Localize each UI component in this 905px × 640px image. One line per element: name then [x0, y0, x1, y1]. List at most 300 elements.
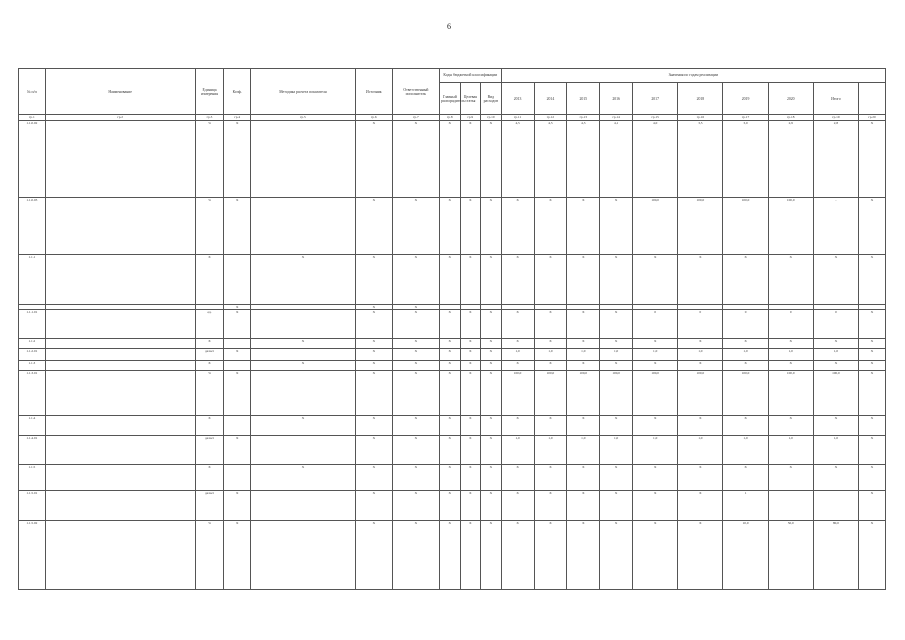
kbk-cell: Х — [440, 310, 461, 338]
responsible-cell: Х — [392, 370, 439, 415]
value-cell: Х — [813, 416, 858, 436]
value-cell: Х — [768, 360, 813, 370]
value-cell: 10,0 — [723, 521, 768, 590]
row-number: 1.1.0.02 — [19, 121, 46, 198]
kbk-cell: Х — [440, 370, 461, 415]
col-header-kbk-3: Вид расходов — [481, 83, 502, 115]
value-cell: Х — [768, 464, 813, 490]
responsible-cell: Х — [392, 348, 439, 360]
kbk-cell: Х — [440, 198, 461, 255]
value-cell: Х — [813, 254, 858, 304]
value-cell: Х — [567, 254, 600, 304]
value-cell: 100,0 — [723, 198, 768, 255]
value-cell: Х — [501, 416, 534, 436]
value-cell: 100,0 — [633, 198, 678, 255]
value-cell: Х — [633, 360, 678, 370]
weight-cell — [224, 254, 251, 304]
value-cell: 0 — [813, 310, 858, 338]
col-header-unit: Единица измерения — [195, 69, 224, 115]
value-cell: 1,0 — [567, 348, 600, 360]
col-header-kbk: Коды бюджетной классификации — [440, 69, 502, 83]
unit-cell: Х — [195, 464, 224, 490]
value-cell: Х — [534, 310, 567, 338]
unit-cell: Х — [195, 360, 224, 370]
weight-cell — [224, 360, 251, 370]
value-cell: 1,0 — [501, 436, 534, 464]
method-cell — [251, 521, 356, 590]
value-cell: Х — [859, 310, 886, 338]
value-cell: 0 — [768, 310, 813, 338]
value-cell: 4,0 — [633, 121, 678, 198]
kbk-cell: Х — [440, 348, 461, 360]
method-cell: Х — [251, 416, 356, 436]
value-cell: 1,0 — [600, 436, 633, 464]
value-cell: Х — [600, 310, 633, 338]
value-cell: Х — [768, 254, 813, 304]
unit-cell: Х — [195, 254, 224, 304]
method-cell — [251, 198, 356, 255]
responsible-cell: Х — [392, 464, 439, 490]
col-header-year: 2014 — [534, 83, 567, 115]
table-row — [19, 198, 886, 255]
table-row — [19, 521, 886, 590]
weight-cell: Х — [224, 310, 251, 338]
value-cell: Х — [859, 416, 886, 436]
kbk-cell: Х — [481, 360, 502, 370]
value-cell: 1 — [723, 490, 768, 520]
kbk-cell: Х — [481, 464, 502, 490]
value-cell: Х — [567, 198, 600, 255]
indicator-name — [45, 254, 195, 304]
responsible-cell: Х — [392, 360, 439, 370]
kbk-cell: Х — [481, 436, 502, 464]
col-header-year: 2015 — [567, 83, 600, 115]
responsible-cell: Х — [392, 490, 439, 520]
table-row — [19, 121, 886, 198]
value-cell: 4,1 — [600, 121, 633, 198]
column-number-cell: гр.6 — [355, 115, 392, 121]
value-cell: 1,0 — [768, 436, 813, 464]
value-cell — [813, 490, 858, 520]
source-cell: Х — [355, 370, 392, 415]
value-cell: 1,0 — [723, 348, 768, 360]
value-cell: 80,0 — [813, 521, 858, 590]
method-cell — [251, 121, 356, 198]
value-cell: Х — [501, 490, 534, 520]
column-number-cell: гр.11 — [501, 115, 534, 121]
kbk-cell: Х — [481, 121, 502, 198]
value-cell: Х — [600, 360, 633, 370]
value-cell: Х — [859, 490, 886, 520]
value-cell: 4,5 — [534, 121, 567, 198]
indicator-table — [18, 68, 886, 590]
weight-cell: Х — [224, 490, 251, 520]
value-cell: Х — [633, 464, 678, 490]
value-cell: 1,0 — [633, 436, 678, 464]
col-header-year: 2016 — [600, 83, 633, 115]
unit-cell: Х — [195, 338, 224, 348]
row-number: 1.1.4.01 — [19, 436, 46, 464]
table-row — [19, 338, 886, 348]
col-header-kbk-2: Целевая статья — [460, 83, 481, 115]
column-number-cell: гр.2 — [45, 115, 195, 121]
row-number: 1.1.3 — [19, 360, 46, 370]
indicator-name — [45, 370, 195, 415]
value-cell: Х — [633, 338, 678, 348]
responsible-cell: Х — [392, 310, 439, 338]
value-cell: 1,0 — [768, 348, 813, 360]
column-number-cell: гр.3 — [195, 115, 224, 121]
kbk-cell: Х — [440, 464, 461, 490]
weight-cell: Х — [224, 348, 251, 360]
value-cell: Х — [768, 338, 813, 348]
indicator-name — [45, 436, 195, 464]
unit-cell: Х — [195, 416, 224, 436]
value-cell: Х — [633, 521, 678, 590]
value-cell: Х — [723, 254, 768, 304]
table-row — [19, 490, 886, 520]
value-cell: 1,0 — [633, 348, 678, 360]
value-cell: Х — [678, 490, 723, 520]
value-cell: 4,3 — [567, 121, 600, 198]
column-number-cell: гр.15 — [633, 115, 678, 121]
unit-cell: ед. — [195, 310, 224, 338]
method-cell — [251, 310, 356, 338]
value-cell: Х — [567, 521, 600, 590]
table-row — [19, 348, 886, 360]
value-cell — [768, 490, 813, 520]
responsible-cell: Х — [392, 254, 439, 304]
method-cell — [251, 348, 356, 360]
weight-cell: Х — [224, 436, 251, 464]
indicator-name — [45, 198, 195, 255]
unit-cell: % — [195, 370, 224, 415]
kbk-cell: Х — [481, 416, 502, 436]
value-cell: Х — [859, 521, 886, 590]
indicator-name — [45, 310, 195, 338]
value-cell: Х — [678, 521, 723, 590]
weight-cell: Х — [224, 521, 251, 590]
value-cell: Х — [633, 416, 678, 436]
column-number-cell: гр.5 — [251, 115, 356, 121]
column-number-cell: гр.12 — [534, 115, 567, 121]
table-row — [19, 254, 886, 304]
row-number: 1.1.1.01 — [19, 310, 46, 338]
value-cell: 100,0 — [501, 370, 534, 415]
value-cell: Х — [600, 338, 633, 348]
kbk-cell: Х — [440, 416, 461, 436]
weight-cell: Х — [224, 121, 251, 198]
value-cell: Х — [678, 360, 723, 370]
value-cell: Х — [859, 254, 886, 304]
value-cell: 100,0 — [723, 370, 768, 415]
kbk-cell: Х — [481, 348, 502, 360]
value-cell: 100,0 — [567, 370, 600, 415]
indicator-name — [45, 348, 195, 360]
method-cell — [251, 370, 356, 415]
column-number-cell: гр.20 — [859, 115, 886, 121]
kbk-cell: Х — [460, 310, 481, 338]
column-number-cell: гр.17 — [723, 115, 768, 121]
value-cell: Х — [813, 338, 858, 348]
value-cell: Х — [534, 521, 567, 590]
kbk-cell: Х — [460, 436, 481, 464]
value-cell: Х — [633, 254, 678, 304]
kbk-cell: Х — [440, 521, 461, 590]
row-number: 1.1.5 — [19, 464, 46, 490]
value-cell: Х — [678, 416, 723, 436]
responsible-cell: Х — [392, 198, 439, 255]
kbk-cell: Х — [460, 121, 481, 198]
value-cell: 100,0 — [678, 198, 723, 255]
row-number: 1.1.5.02 — [19, 521, 46, 590]
value-cell: 1,0 — [600, 348, 633, 360]
value-cell: Х — [534, 464, 567, 490]
kbk-cell: Х — [440, 436, 461, 464]
value-cell: Х — [859, 121, 886, 198]
value-cell: Х — [501, 521, 534, 590]
kbk-cell: Х — [460, 370, 481, 415]
value-cell: Х — [859, 436, 886, 464]
value-cell: Х — [859, 360, 886, 370]
value-cell: Х — [567, 360, 600, 370]
kbk-cell: Х — [460, 416, 481, 436]
value-cell: Х — [534, 490, 567, 520]
indicator-name — [45, 490, 195, 520]
column-number-cell: гр.16 — [678, 115, 723, 121]
value-cell: 0 — [678, 310, 723, 338]
value-cell: Х — [534, 198, 567, 255]
value-cell: 1,0 — [678, 436, 723, 464]
weight-cell: Х — [224, 305, 251, 310]
value-cell: Х — [501, 198, 534, 255]
value-cell: Х — [534, 338, 567, 348]
value-cell: Х — [600, 521, 633, 590]
value-cell: Х — [633, 490, 678, 520]
source-cell: Х — [355, 464, 392, 490]
weight-cell: Х — [224, 198, 251, 255]
value-cell: 100,0 — [600, 370, 633, 415]
source-cell: Х — [355, 348, 392, 360]
value-cell: Х — [534, 254, 567, 304]
source-cell: Х — [355, 338, 392, 348]
value-cell: Х — [567, 490, 600, 520]
weight-cell — [224, 416, 251, 436]
method-cell: Х — [251, 338, 356, 348]
indicator-name — [45, 521, 195, 590]
indicator-name — [45, 416, 195, 436]
value-cell: Х — [859, 464, 886, 490]
value-cell: 100,0 — [813, 370, 858, 415]
value-cell: Х — [534, 416, 567, 436]
source-cell: Х — [355, 121, 392, 198]
responsible-cell: Х — [392, 436, 439, 464]
kbk-cell: Х — [481, 310, 502, 338]
value-cell: 1,0 — [501, 348, 534, 360]
source-cell: Х — [355, 521, 392, 590]
column-number-cell: гр.10 — [481, 115, 502, 121]
row-number: 1.1.1 — [19, 254, 46, 304]
col-header-no: № п/п — [19, 69, 46, 115]
value-cell: 50,0 — [768, 521, 813, 590]
value-cell: Х — [600, 464, 633, 490]
col-header-values: Значения по годам реализации — [501, 69, 885, 83]
indicator-name — [45, 121, 195, 198]
value-cell: 100,0 — [633, 370, 678, 415]
value-cell: Х — [859, 370, 886, 415]
col-header-year: 2017 — [633, 83, 678, 115]
value-cell: Х — [501, 360, 534, 370]
col-header-year: 2020 — [768, 83, 813, 115]
unit-cell: % — [195, 521, 224, 590]
value-cell: Х — [723, 464, 768, 490]
row-number: 1.1.2 — [19, 338, 46, 348]
source-cell: Х — [355, 198, 392, 255]
unit-cell: да/нет — [195, 490, 224, 520]
unit-cell: да/нет — [195, 436, 224, 464]
method-cell — [251, 490, 356, 520]
kbk-cell: Х — [460, 338, 481, 348]
indicator-name — [45, 338, 195, 348]
value-cell: 2,8 — [813, 121, 858, 198]
indicator-name — [45, 464, 195, 490]
column-number-cell: гр.19 — [813, 115, 858, 121]
indicator-name — [45, 360, 195, 370]
source-cell: Х — [355, 310, 392, 338]
column-number-cell: гр.13 — [567, 115, 600, 121]
value-cell: Х — [501, 464, 534, 490]
col-header-year: 2018 — [678, 83, 723, 115]
value-cell: Х — [723, 338, 768, 348]
value-cell: Х — [567, 416, 600, 436]
column-number-cell: гр.9 — [460, 115, 481, 121]
value-cell: 100,0 — [534, 370, 567, 415]
value-cell: - — [813, 198, 858, 255]
value-cell: 1,0 — [534, 348, 567, 360]
value-cell: 1,0 — [534, 436, 567, 464]
column-number-cell: гр.4 — [224, 115, 251, 121]
kbk-cell: Х — [481, 521, 502, 590]
row-number: 1.1.0.03 — [19, 198, 46, 255]
value-cell: 4,5 — [501, 121, 534, 198]
value-cell: Х — [678, 464, 723, 490]
page-number: 6 — [447, 22, 451, 31]
col-header-kbk-1: Главный распорядитель — [440, 83, 461, 115]
value-cell: 100,0 — [678, 370, 723, 415]
kbk-cell: Х — [460, 360, 481, 370]
method-cell: Х — [251, 254, 356, 304]
col-header-source: Источник — [355, 69, 392, 115]
unit-cell: % — [195, 121, 224, 198]
weight-cell: Х — [224, 370, 251, 415]
value-cell: 1,0 — [567, 436, 600, 464]
column-number-cell: гр.18 — [768, 115, 813, 121]
table-row — [19, 436, 886, 464]
col-header-year: 2013 — [501, 83, 534, 115]
responsible-cell: Х — [392, 338, 439, 348]
source-cell: Х — [355, 360, 392, 370]
kbk-cell: Х — [481, 490, 502, 520]
value-cell: 100,0 — [768, 198, 813, 255]
value-cell: Х — [567, 464, 600, 490]
value-cell: 0 — [633, 310, 678, 338]
weight-cell — [224, 338, 251, 348]
kbk-cell: Х — [460, 521, 481, 590]
table-row — [19, 416, 886, 436]
value-cell: 3,5 — [678, 121, 723, 198]
col-header-year: 2019 — [723, 83, 768, 115]
value-cell: Х — [859, 348, 886, 360]
value-cell: Х — [501, 338, 534, 348]
method-cell — [251, 436, 356, 464]
value-cell: Х — [600, 416, 633, 436]
value-cell: Х — [678, 338, 723, 348]
method-cell: Х — [251, 360, 356, 370]
value-cell: Х — [813, 360, 858, 370]
responsible-cell: Х — [392, 521, 439, 590]
row-number: 1.1.5.01 — [19, 490, 46, 520]
kbk-cell: Х — [460, 254, 481, 304]
value-cell: Х — [567, 338, 600, 348]
source-cell: Х — [355, 254, 392, 304]
kbk-cell: Х — [440, 338, 461, 348]
method-cell: Х — [251, 464, 356, 490]
kbk-cell: Х — [440, 254, 461, 304]
responsible-cell: Х — [392, 121, 439, 198]
value-cell: 1,0 — [813, 436, 858, 464]
col-header-year: Итого — [813, 83, 858, 115]
value-cell: 2,9 — [768, 121, 813, 198]
value-cell: 100,0 — [768, 370, 813, 415]
column-number-cell: гр.14 — [600, 115, 633, 121]
col-header-total — [859, 83, 886, 115]
responsible-cell: Х — [392, 305, 439, 310]
value-cell: 1,0 — [678, 348, 723, 360]
kbk-cell: Х — [481, 370, 502, 415]
weight-cell — [224, 464, 251, 490]
table-row — [19, 310, 886, 338]
unit-cell: % — [195, 198, 224, 255]
value-cell: Х — [501, 310, 534, 338]
row-number: 1.1.3.01 — [19, 370, 46, 415]
source-cell: Х — [355, 416, 392, 436]
kbk-cell: Х — [440, 121, 461, 198]
value-cell: 0 — [723, 310, 768, 338]
value-cell: Х — [859, 198, 886, 255]
value-cell: Х — [534, 360, 567, 370]
kbk-cell: Х — [481, 338, 502, 348]
table-row — [19, 464, 886, 490]
table-row — [19, 370, 886, 415]
row-number: 1.1.2.01 — [19, 348, 46, 360]
column-number-cell: гр.8 — [440, 115, 461, 121]
col-header-responsible: Ответственный исполнитель — [392, 69, 439, 115]
value-cell: 1,0 — [723, 436, 768, 464]
kbk-cell: Х — [460, 348, 481, 360]
value-cell: Х — [768, 416, 813, 436]
unit-cell: да/нет — [195, 348, 224, 360]
col-header-method: Методика расчета показателя — [251, 69, 356, 115]
value-cell: Х — [859, 338, 886, 348]
column-number-cell: гр.7 — [392, 115, 439, 121]
kbk-cell: Х — [440, 490, 461, 520]
value-cell: 1,0 — [813, 348, 858, 360]
kbk-cell: Х — [460, 490, 481, 520]
source-cell: Х — [355, 436, 392, 464]
kbk-cell: Х — [440, 360, 461, 370]
kbk-cell: Х — [460, 464, 481, 490]
table-row — [19, 360, 886, 370]
